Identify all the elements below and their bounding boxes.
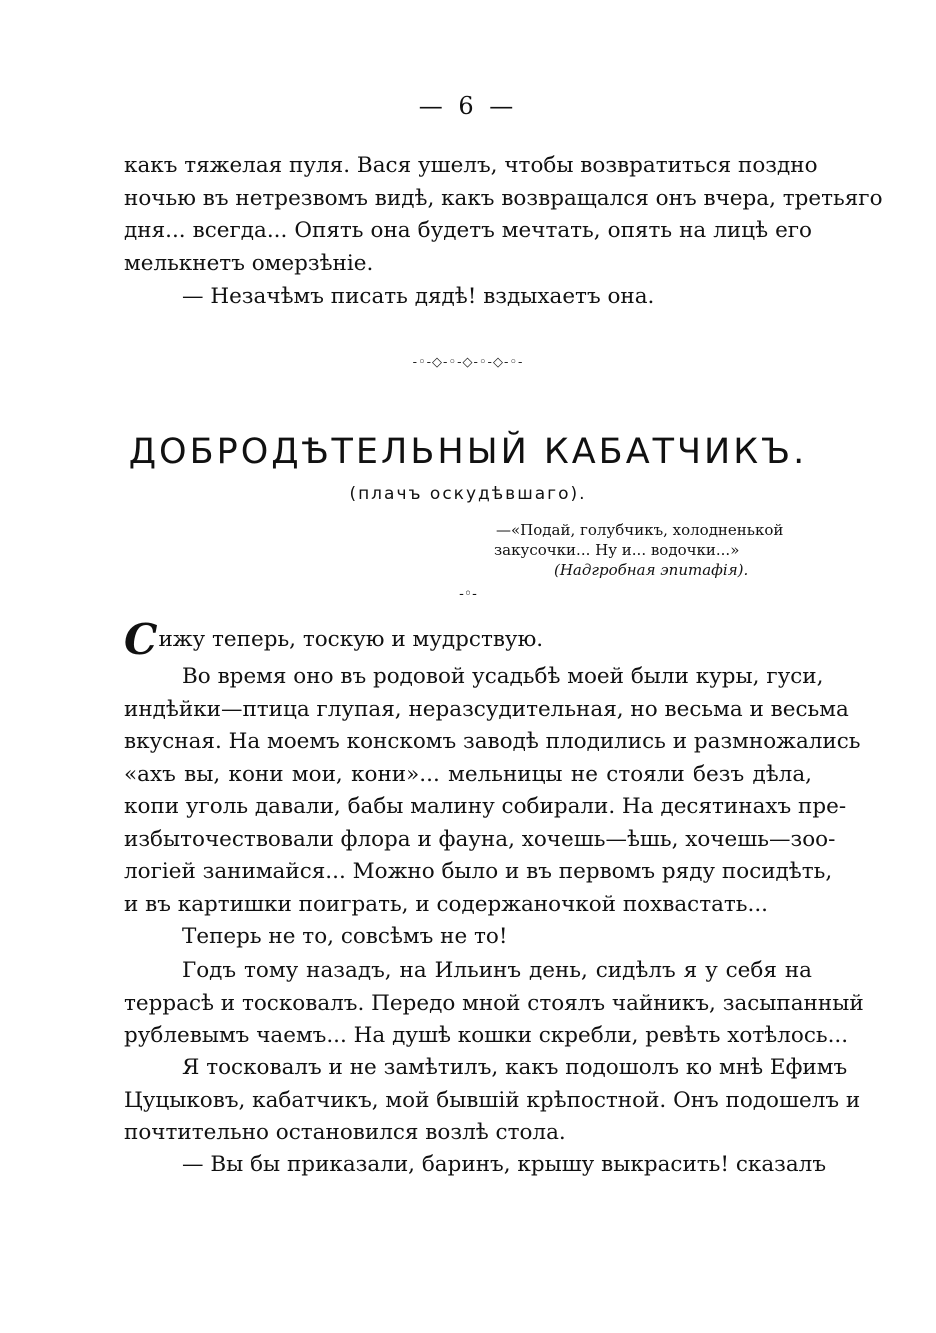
opening-line bbox=[124, 615, 812, 664]
text-line: избыточествовали флора и фауна, хочешь—ѣшь, хочешь—зоо- bbox=[124, 826, 836, 852]
text-line: и въ картишки поиграть, и содержаночкой похвастать... bbox=[124, 891, 769, 917]
dialogue-paragraph bbox=[124, 281, 812, 314]
small-divider-ornament: -◦- bbox=[459, 586, 477, 602]
text-line: копи уголь давали, бабы малину собирали. На десятинахъ пре- bbox=[124, 794, 847, 819]
text-line: — Незачѣмъ писать дядѣ! вздыхаетъ она. bbox=[182, 284, 655, 309]
epigraph-attribution: (Надгробная эпитафія). bbox=[554, 561, 749, 579]
text-line: Я тосковалъ и не замѣтилъ, какъ подошолъ ко мнѣ Ефимъ bbox=[182, 1055, 848, 1080]
text-line: рублевымъ чаемъ... На душѣ кошки скребли, ревѣть хотѣлось... bbox=[124, 1023, 849, 1048]
body-paragraph bbox=[124, 1052, 861, 1150]
text-line: логіей занимайся... Можно было и въ первомъ ряду посидѣть, bbox=[124, 859, 833, 884]
text-line: Годъ тому назадъ, на Ильинъ день, сидѣлъ я у себя на bbox=[182, 958, 812, 983]
text-line: Теперь не то, совсѣмъ не то! bbox=[182, 924, 508, 949]
opening-text: ижу теперь, тоскую и мудрствую. bbox=[158, 627, 544, 652]
continuation-paragraph bbox=[124, 150, 883, 280]
section-divider-ornament: -◦-◇-◦-◇-◦-◇-◦- bbox=[412, 355, 524, 370]
body-paragraph bbox=[124, 921, 812, 954]
text-line: какъ тяжелая пуля. Вася ушелъ, чтобы возвратиться поздно bbox=[124, 153, 818, 178]
body-paragraph bbox=[124, 1149, 827, 1182]
epigraph bbox=[494, 520, 814, 580]
page-number: — 6 — bbox=[418, 92, 518, 120]
text-line: «ахъ вы, кони мои, кони»... мельницы не стояли безъ дѣла, bbox=[124, 761, 812, 787]
text-line: террасѣ и тосковалъ. Передо мной стоялъ чайникъ, засыпанный bbox=[124, 990, 864, 1016]
epigraph-line: —«Подай, голубчикъ, холодненькой bbox=[496, 521, 784, 539]
text-line: — Вы бы приказали, баринъ, крышу выкрасить! сказалъ bbox=[182, 1152, 827, 1177]
text-line: мелькнетъ омерзѣніе. bbox=[124, 250, 374, 276]
epigraph-line: закусочки... Ну и... водочки...» bbox=[494, 541, 740, 559]
chapter-subtitle: (плачъ оскудѣвшаго). bbox=[349, 484, 587, 504]
drop-cap: С bbox=[124, 615, 158, 664]
text-line: Во время оно въ родовой усадьбѣ моей были куры, гуси, bbox=[182, 664, 824, 689]
text-line: Цуцыковъ, кабатчикъ, мой бывшій крѣпостной. Онъ подошелъ и bbox=[124, 1087, 861, 1113]
text-line: вкусная. На моемъ конскомъ заводѣ плодились и размножались bbox=[124, 729, 861, 754]
text-line: ночью въ нетрезвомъ видѣ, какъ возвращался онъ вчера, третьяго bbox=[124, 185, 883, 211]
chapter-title: ДОБРОДѢТЕЛЬНЫЙ КАБАТЧИКЪ. bbox=[128, 432, 808, 472]
body-paragraph bbox=[124, 661, 861, 921]
body-paragraph bbox=[124, 955, 864, 1053]
text-line: почтительно остановился возлѣ стола. bbox=[124, 1120, 566, 1145]
text-line: индѣйки—птица глупая, неразсудительная, но весьма и весьма bbox=[124, 696, 849, 722]
text-line: дня... всегда... Опять она будетъ мечтать, опять на лицѣ его bbox=[124, 218, 812, 243]
